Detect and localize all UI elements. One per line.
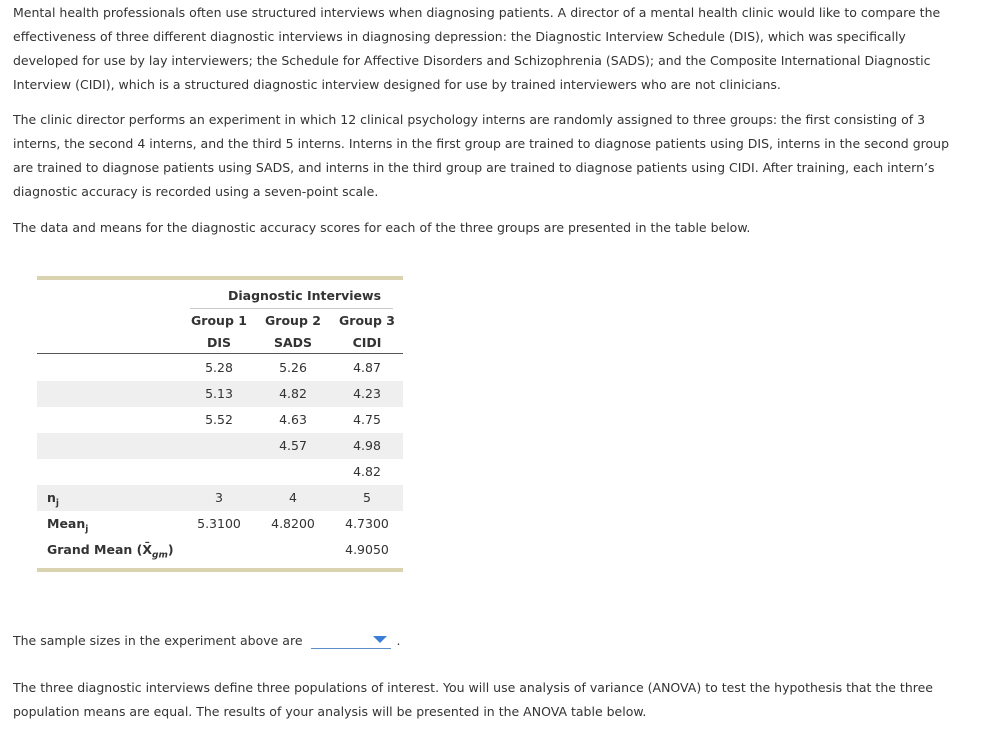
cell: 4.98 (353, 438, 381, 453)
cell: 5.26 (279, 360, 307, 375)
cell: 4.57 (279, 438, 307, 453)
anova-paragraph: The three diagnostic interviews define three populations of interest. You will use analysis of variance (ANOVA) to test the hypothesis that the three population means are equal. The results of your analysis will be presented in the ANOVA table below. (13, 680, 933, 719)
sample-size-question (13, 631, 400, 651)
table-title: Diagnostic Interviews (227, 288, 382, 303)
cell: 4.75 (353, 412, 381, 427)
header-separator (37, 353, 403, 354)
experiment-paragraph: The clinic director performs an experiment in which 12 clinical psychology interns are randomly assigned to three groups: the first consisting of 3 interns, the second 4 interns, and the third 5 interns. Interns in the first group are trained to diagnose patients using DIS, interns in the second group are trained to diagnose patients using SADS, and interns in the third group are trained to diagnose patients using CIDI. After training, each intern’s diagnostic accuracy is recorded using a seven-point scale. (13, 112, 949, 199)
table-bottom-border (37, 568, 403, 572)
cell: 4.82 (279, 386, 307, 401)
group-3-header: Group 3 (339, 313, 395, 328)
group-2-abbr: SADS (273, 335, 313, 350)
mean-row (37, 511, 403, 537)
grand-mean-label: Grand Mean $(X̄_{gm})$ (47, 542, 174, 561)
group-3-abbr: CIDI (352, 335, 382, 350)
sample-size-row (37, 485, 403, 511)
cell: 4.9050 (345, 542, 389, 557)
table-row (37, 459, 403, 485)
cell: 4 (289, 490, 297, 505)
data-table (37, 276, 403, 573)
question-period: . (396, 633, 401, 648)
table-row (37, 407, 403, 433)
cell: 4.8200 (271, 516, 315, 531)
table-row (37, 355, 403, 381)
table-row (37, 433, 403, 459)
title-underline (190, 308, 393, 309)
cell: 4.7300 (345, 516, 389, 531)
sample-size-dropdown[interactable] (311, 632, 391, 649)
mean-label: Mean$_j$ (47, 516, 89, 535)
grand-mean-row (37, 537, 403, 563)
group-1-header: Group 1 (191, 313, 247, 328)
cell: 4.63 (279, 412, 307, 427)
cell: 4.23 (353, 386, 381, 401)
cell: 5.28 (205, 360, 233, 375)
table-top-border (37, 276, 403, 280)
question-text: The sample sizes in the experiment above are (13, 633, 303, 648)
intro-paragraph: Mental health professionals often use structured interviews when diagnosing patients. A director of a mental health clinic would like to compare the effectiveness of three different diagnostic interviews in diagnosing depression: the Diagnostic Interview Schedule (DIS), which was specifically developed for use by lay interviewers; the Schedule for Affective Disorders and Schizophrenia (SADS); and the Composite International Diagnostic Interview (CIDI), which is a structured diagnostic interview designed for use by trained interviewers who are not clinicians. (13, 5, 941, 92)
chevron-down-icon (373, 636, 387, 643)
cell: 4.87 (353, 360, 381, 375)
cell: 5.3100 (197, 516, 241, 531)
table-intro-paragraph: The data and means for the diagnostic accuracy scores for each of the three groups are presented in the table below. (13, 220, 751, 235)
table-row (37, 381, 403, 407)
cell: 5 (363, 490, 371, 505)
sample-size-label: $n_j$ (47, 490, 59, 509)
group-2-header: Group 2 (265, 313, 321, 328)
cell: 3 (215, 490, 223, 505)
group-1-abbr: DIS (206, 335, 232, 350)
cell: 5.13 (205, 386, 233, 401)
cell: 4.82 (353, 464, 381, 479)
cell: 5.52 (205, 412, 233, 427)
